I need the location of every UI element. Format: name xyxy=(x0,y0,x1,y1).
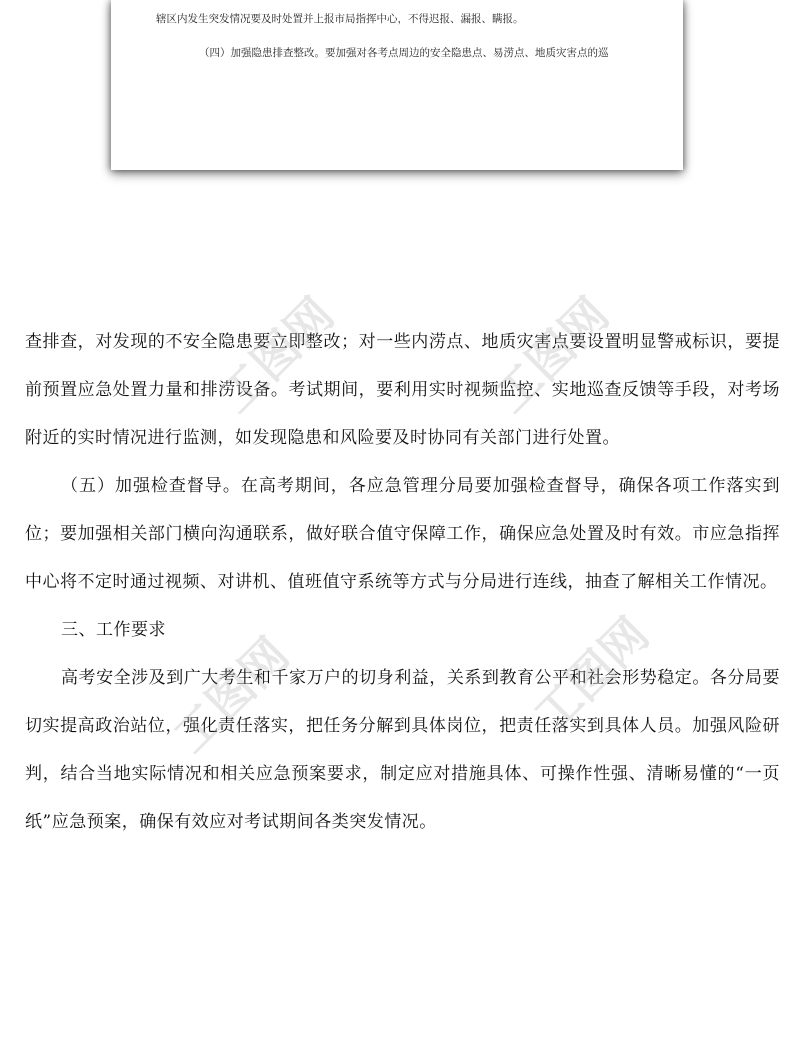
watermark: 工图网 xyxy=(523,607,660,744)
watermark: 工图网 xyxy=(208,287,345,424)
paragraph-requirements: 高考安全涉及到广大考生和千家万户的切身利益，关系到教育公平和社会形势稳定。各分局要切实提高政治站位，强化责任落实，把任务分解到具体岗位，把责任落实到具体人员。加强风险研判，结合当地实际情况和相关应急预案要求，制定应对措施具体、可操作性强、清晰易懂的“一页纸”应急预案，确保有效应对考试期间各类突发情况。 xyxy=(25,668,780,832)
watermark: 工图网 xyxy=(163,627,300,764)
document-preview-card xyxy=(111,0,683,170)
paragraph-inspection: 查排查，对发现的不安全隐患要立即整改；对一些内涝点、地质灾害点要设置明显警戒标识，要提前预置应急处置力量和排涝设备。考试期间，要利用实时视频监控、实地巡查反馈等手段，对考场附近的实时情况进行监测，如发现隐患和风险要及时协同有关部门进行处置。 xyxy=(25,332,780,448)
watermark: 工图网 xyxy=(483,287,620,424)
preview-text-line: （四）加强隐患排查整改。要加强对各考点周边的安全隐患点、易涝点、地质灾害点的巡 xyxy=(199,47,609,59)
preview-text-line: 辖区内发生突发情况要及时处置并上报市局指挥中心，不得迟报、漏报、瞒报。 xyxy=(156,13,524,25)
paragraph-supervision: （五）加强检查督导。在高考期间，各应急管理分局要加强检查督导，确保各项工作落实到位；要加强相关部门横向沟通联系，做好联合值守保障工作，确保应急处置及时有效。市应急指挥中心将不定时通过视频、对讲机、值班值守系统等方式与分局进行连线，抽查了解相关工作情况。 xyxy=(25,476,780,592)
section-heading: 三、工作要求 xyxy=(61,620,166,640)
document-body xyxy=(25,318,780,846)
